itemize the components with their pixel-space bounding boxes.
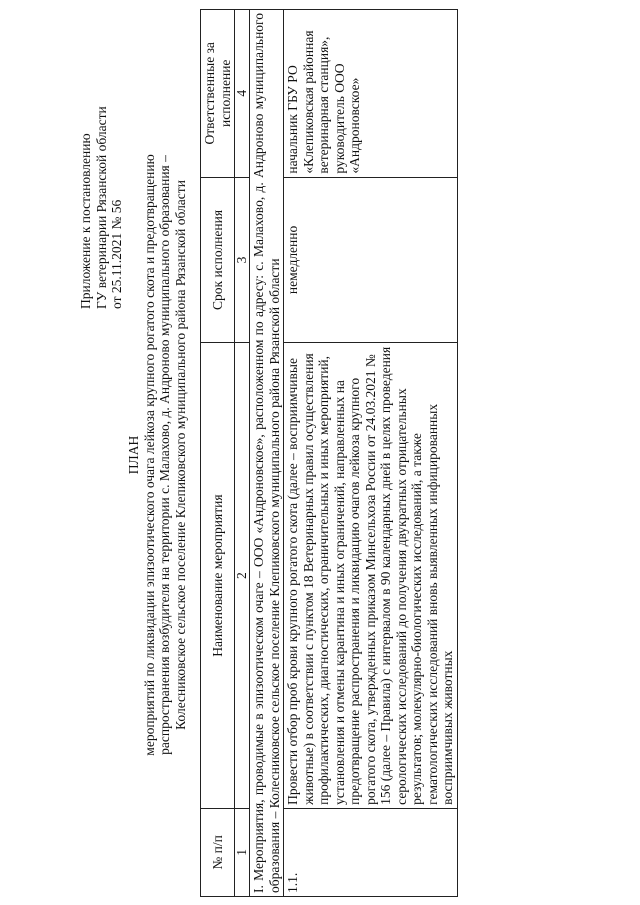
header-num: № п/п [201,808,235,896]
row-name: Провести отбор проб крови крупного рогатого скота (далее – восприимчивые животные) в соответствии с пунктом 18 Ветеринарных правил осуществления профилактических, диагностических, ограничительных и иных мероприятий, установления и отмены карантина и иных ограничений, направленных на предотвращение распространения и ликвидацию очагов лейкоза крупного рогатого скота, утвержденных приказом Минсельхоза России от 24.03.2021 № 156 (далее – Правила) с интервалом в 90 календарных дней в целях проведения серологических исследований до получения двукратных отрицательных результатов; молекулярно-биологических исследований, а также гематологических исследований вновь выявленных инфицированных восприимчивых животных [284,343,458,809]
header-name: Наименование мероприятия [201,343,235,809]
title-line: мероприятий по ликвидации эпизоотического очага лейкоза крупного рогатого скота и предотвращению [141,154,157,756]
title-line: распространения возбудителя на территории с. Малахово, д. Андроново муниципального образования – [157,155,172,755]
appendix-line: от 25.11.2021 № 56 [109,199,124,309]
appendix-block [78,9,125,309]
section-title: I. Мероприятия, проводимые в эпизоотическом очаге – ООО «Андроновское», расположенном по адресу: с. Малахово, д. Андроново муниципального образования – Колесниковское сельское поселение Клепиковского муниципального района Рязанской области [250,10,284,897]
plan-table [200,9,458,897]
row-num: 1.1. [284,808,458,896]
appendix-line: ГУ ветеринарии Рязанской области [93,106,109,309]
column-number: 4 [235,10,250,178]
section-row [250,10,284,897]
title-line: Колесниковское сельское поселение Клепиковского муниципального района Рязанской области [172,180,188,730]
column-number: 1 [235,808,250,896]
header-row [201,10,235,897]
document-title [126,25,188,885]
header-term: Срок исполнения [201,177,235,343]
header-resp: Ответственные за исполнение [201,10,235,178]
column-number-row [235,10,250,897]
appendix-line: Приложение к постановлению [78,133,93,309]
title-heading: ПЛАН [126,435,141,475]
table-row [284,10,458,897]
row-term: немедленно [284,177,458,343]
column-number: 3 [235,177,250,343]
row-resp: начальник ГБУ РО «Клепиковская районная ветеринарная станция», руководитель ООО «Андроновское» [284,10,458,178]
column-number: 2 [235,343,250,809]
